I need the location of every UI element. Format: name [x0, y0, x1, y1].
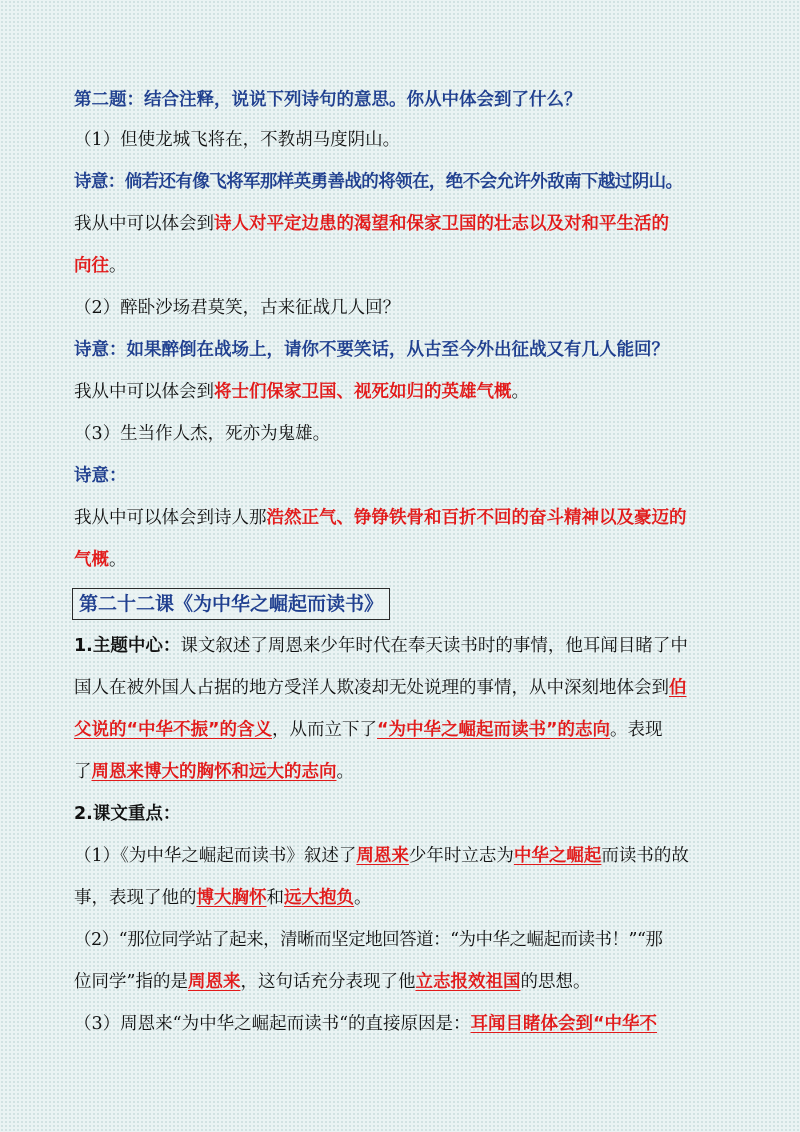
key-point-1-highlight-3: 博大胸怀 — [196, 888, 267, 908]
key-point-2-line-1: （2）“那位同学站了起来，清晰而坚定地回答道：“为中华之崛起而读书！”“那 — [74, 930, 663, 950]
theme-line-2 — [74, 676, 734, 700]
theme-text-3-end: 。表现 — [610, 720, 663, 740]
key-point-2-text-3: 的思想。 — [520, 972, 591, 992]
theme-highlight-1: 伯 — [669, 678, 687, 698]
poem-2-feeling — [74, 380, 734, 404]
poem-3-feeling-highlight: 浩然正气、铮铮铁骨和百折不回的奋斗精神以及豪迈的 — [266, 508, 687, 528]
key-point-2-text: 位同学”指的是 — [74, 972, 188, 992]
period: 。 — [109, 550, 127, 570]
key-point-2-highlight-2: 立志报效祖国 — [415, 972, 521, 992]
poem-1-feeling-cont — [74, 254, 734, 278]
key-point-3-highlight: 耳闻目睹体会到“中华不 — [470, 1014, 658, 1034]
key-point-1-line-2 — [74, 886, 734, 910]
poem-3-feeling-cont — [74, 548, 734, 572]
key-point-2-line-2 — [74, 970, 734, 994]
poem-3-feeling — [74, 506, 734, 530]
key-point-1-text-5: 和 — [266, 888, 284, 908]
key-point-1-highlight-4: 远大抱负 — [284, 888, 354, 908]
theme-highlight-2: “为中华之崛起而读书”的志向 — [377, 720, 611, 740]
theme-text-1: 课文叙述了周恩来少年时代在奉天读书时的事情，他耳闻目睹了中 — [180, 636, 688, 656]
theme-text-3: ，从而立下了 — [272, 720, 378, 740]
key-point-1-text-4: 事，表现了他的 — [74, 888, 197, 908]
poem-1-feeling-highlight: 诗人对平定边患的渴望和保家卫国的壮志以及对和平生活的 — [214, 214, 669, 234]
poem-3-meaning: 诗意： — [74, 466, 127, 486]
theme-line-1 — [74, 634, 734, 658]
theme-highlight-3: 周恩来博大的胸怀和远大的志向 — [91, 762, 337, 782]
question-2-title: 第二题：结合注释，说说下列诗句的意思。你从中体会到了什么？ — [74, 90, 582, 110]
key-point-2-text-2: ，这句话充分表现了他 — [240, 972, 416, 992]
poem-2-feeling-prefix: 我从中可以体会到 — [74, 382, 214, 402]
key-point-1-highlight-2: 中华之崛起 — [513, 846, 602, 866]
theme-line-4 — [74, 760, 734, 784]
poem-3-line: （3）生当作人杰，死亦为鬼雄。 — [74, 424, 331, 444]
poem-2-meaning: 诗意：如果醉倒在战场上，请你不要笑话，从古至今外出征战又有几人能回？ — [74, 340, 669, 360]
key-point-1-text-2: 少年时立志为 — [408, 846, 514, 866]
key-point-3-text: （3）周恩来“为中华之崛起而读书“的直接原因是： — [74, 1014, 471, 1034]
poem-1-feeling-prefix: 我从中可以体会到 — [74, 214, 214, 234]
theme-text-2: 国人在被外国人占据的地方受洋人欺凌却无处说理的事情，从中深刻地体会到 — [74, 678, 669, 698]
period: 。 — [511, 382, 529, 402]
key-points-label: 2.课文重点： — [74, 804, 181, 824]
key-point-1-text: （1）《为中华之崛起而读书》叙述了 — [74, 846, 357, 866]
poem-2-line: （2）醉卧沙场君莫笑，古来征战几人回？ — [74, 298, 401, 318]
poem-1-meaning: 诗意：倘若还有像飞将军那样英勇善战的将领在，绝不会允许外敌南下越过阴山。 — [74, 172, 683, 192]
key-point-1-highlight-1: 周恩来 — [356, 846, 409, 866]
key-point-1-text-3: 而读书的故 — [601, 846, 689, 866]
poem-3-feeling-prefix: 我从中可以体会到诗人那 — [74, 508, 267, 528]
theme-text-4: 了 — [74, 762, 92, 782]
theme-highlight-1-cont: 父说的“中华不振”的含义 — [74, 720, 273, 740]
key-point-2-highlight-1: 周恩来 — [187, 972, 241, 992]
key-point-1-line-1 — [74, 844, 734, 868]
period: 。 — [354, 888, 372, 908]
poem-3-feeling-highlight-2: 气概 — [74, 550, 109, 570]
period: 。 — [336, 762, 354, 782]
poem-1-feeling-highlight-2: 向往 — [74, 256, 109, 276]
lesson-heading: 第二十二课《为中华之崛起而读书》 — [72, 588, 390, 620]
theme-line-3 — [74, 718, 734, 742]
key-point-3-line-1 — [74, 1012, 734, 1036]
theme-label: 1.主题中心： — [74, 636, 181, 656]
period: 。 — [109, 256, 127, 276]
poem-1-feeling — [74, 212, 734, 236]
poem-2-feeling-highlight: 将士们保家卫国、视死如归的英雄气概 — [214, 382, 512, 402]
poem-1-line: （1）但使龙城飞将在，不教胡马度阴山。 — [74, 130, 401, 150]
